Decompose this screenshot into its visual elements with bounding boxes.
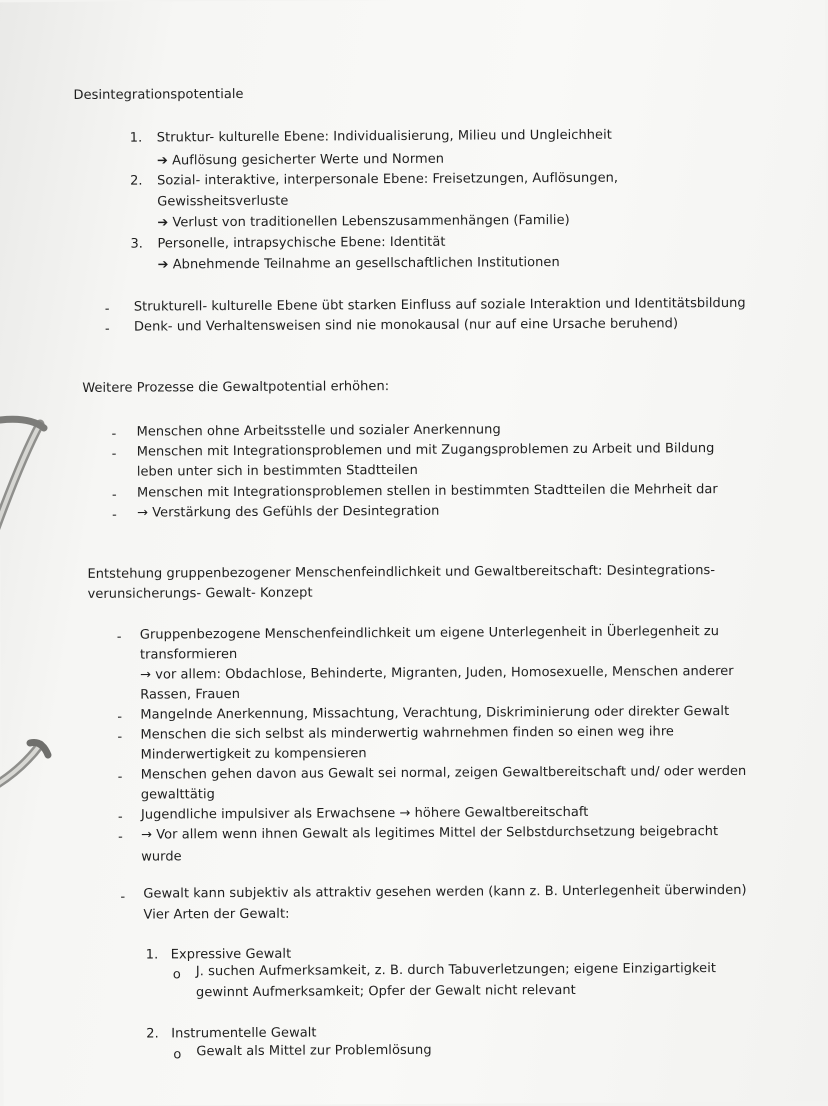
- bullet-text: Menschen die sich selbst als minderwertig wahrnehmen finden so einen weg ihre: [140, 724, 675, 743]
- bullet-text-cont: wurde: [141, 849, 182, 865]
- bullet-dash: -: [116, 629, 122, 645]
- bullet-text: Jugendliche impulsiver als Erwachsene → höhere Gewaltbereitschaft: [140, 804, 589, 823]
- type-number: 2.: [146, 1026, 159, 1042]
- circle-bullet: o: [172, 967, 181, 983]
- type-sub-text: J. suchen Aufmerksamkeit, z. B. durch Tabuverletzungen; eigene Einzigartigkeit: [195, 961, 717, 980]
- bullet-text-cont: Rassen, Frauen: [140, 686, 241, 703]
- level-text-cont: Gewissheitsverluste: [157, 193, 289, 210]
- bullet-text: Menschen mit Integrationsproblemen stellen in bestimmten Stadtteilen die Mehrheit dar: [136, 482, 718, 501]
- bullet-text-cont: Minderwertigkeit zu kompensieren: [140, 746, 367, 763]
- bullet-dash: -: [104, 301, 110, 317]
- type-number: 1.: [145, 947, 159, 963]
- level-text: Struktur- kulturelle Ebene: Individualisierung, Milieu und Ungleichheit: [156, 127, 612, 146]
- type-sub-text-cont: gewinnt Aufmerksamkeit; Opfer der Gewalt nicht relevant: [195, 982, 576, 1001]
- bullet-dash: -: [117, 729, 123, 745]
- bullet-text-cont: transformieren: [139, 646, 238, 663]
- bullet-text: → Verstärkung des Gefühls der Desintegration: [137, 503, 440, 521]
- level-number: 2.: [130, 173, 143, 189]
- bullet-dash: -: [111, 426, 117, 442]
- circle-bullet: o: [173, 1047, 182, 1063]
- bullet-text: Gruppenbezogene Menschenfeindlichkeit um eigene Unterlegenheit in Überlegenheit zu: [139, 624, 720, 643]
- type-title: Expressive Gewalt: [170, 946, 292, 963]
- level-number: 3.: [130, 236, 143, 252]
- bullet-text: Menschen gehen davon aus Gewalt sei normal, zeigen Gewaltbereitschaft und/ oder werden: [140, 763, 747, 783]
- level-number: 1.: [129, 130, 143, 146]
- bullet-text: Menschen mit Integrationsproblemen und mit Zugangsproblemen zu Arbeit und Bildung: [136, 441, 715, 460]
- bullet-dash: -: [111, 487, 117, 503]
- type-title: Instrumentelle Gewalt: [171, 1025, 317, 1042]
- bullet-text: Gewalt kann subjektiv als attraktiv gesehen werden (kann z. B. Unterlegenheit überwinden): [143, 882, 747, 902]
- level-arrow-text: ➔ Auflösung gesicherter Werte und Normen: [156, 151, 445, 169]
- bullet-dash: -: [111, 446, 117, 462]
- level-arrow-text: ➔ Verlust von traditionellen Lebenszusammenhängen (Familie): [157, 212, 570, 231]
- bullet-dash: -: [120, 889, 126, 905]
- bullet-dash: -: [117, 809, 123, 825]
- heading-weitere-prozesse: Weitere Prozesse die Gewaltpotential erhöhen:: [82, 379, 390, 396]
- bullet-text-cont: gewalttätig: [140, 787, 215, 803]
- binder-ring-top-icon: [0, 400, 60, 540]
- bullet-dash: -: [117, 769, 123, 785]
- bullet-text-cont: → vor allem: Obdachlose, Behinderte, Migranten, Juden, Homosexuelle, Menschen anderer: [140, 663, 734, 683]
- bullet-text: Strukturell- kulturelle Ebene übt starken Einfluss auf soziale Interaktion und Identitätsbildung: [133, 295, 746, 315]
- binder-ring-bottom-icon: [0, 725, 60, 865]
- bullet-text-cont: leben unter sich in bestimmten Stadtteilen: [136, 462, 418, 480]
- bullet-text: → Vor allem wenn ihnen Gewalt als legitimes Mittel der Selbstdurchsetzung beigebracht: [140, 824, 719, 843]
- bullet-text: Denk- und Verhaltensweisen sind nie monokausal (nur auf eine Ursache beruhend): [133, 316, 679, 335]
- bullet-dash: -: [118, 829, 123, 845]
- bullet-dash: -: [104, 321, 110, 337]
- bullet-text-cont: Vier Arten der Gewalt:: [143, 906, 290, 923]
- bullet-dash: -: [117, 709, 123, 725]
- bullet-dash: -: [112, 507, 117, 523]
- heading-desintegrationspotentiale: Desintegrationspotentiale: [73, 86, 244, 103]
- type-sub-text: Gewalt als Mittel zur Problemlösung: [196, 1042, 432, 1060]
- level-text: Sozial- interaktive, interpersonale Ebene: Freisetzungen, Auflösungen,: [157, 170, 619, 189]
- heading-entstehung-cont: verunsicherungs- Gewalt- Konzept: [87, 585, 313, 602]
- heading-entstehung: Entstehung gruppenbezogener Menschenfeindlichkeit und Gewaltbereitschaft: Desintegrations-: [87, 563, 716, 582]
- bullet-text: Mangelnde Anerkennung, Missachtung, Verachtung, Diskriminierung oder direkter Gewalt: [140, 703, 730, 723]
- level-arrow-text: ➔ Abnehmende Teilnahme an gesellschaftlichen Institutionen: [157, 255, 560, 273]
- level-text: Personelle, intrapsychische Ebene: Identität: [157, 234, 446, 252]
- bullet-text: Menschen ohne Arbeitsstelle und sozialer Anerkennung: [136, 422, 501, 440]
